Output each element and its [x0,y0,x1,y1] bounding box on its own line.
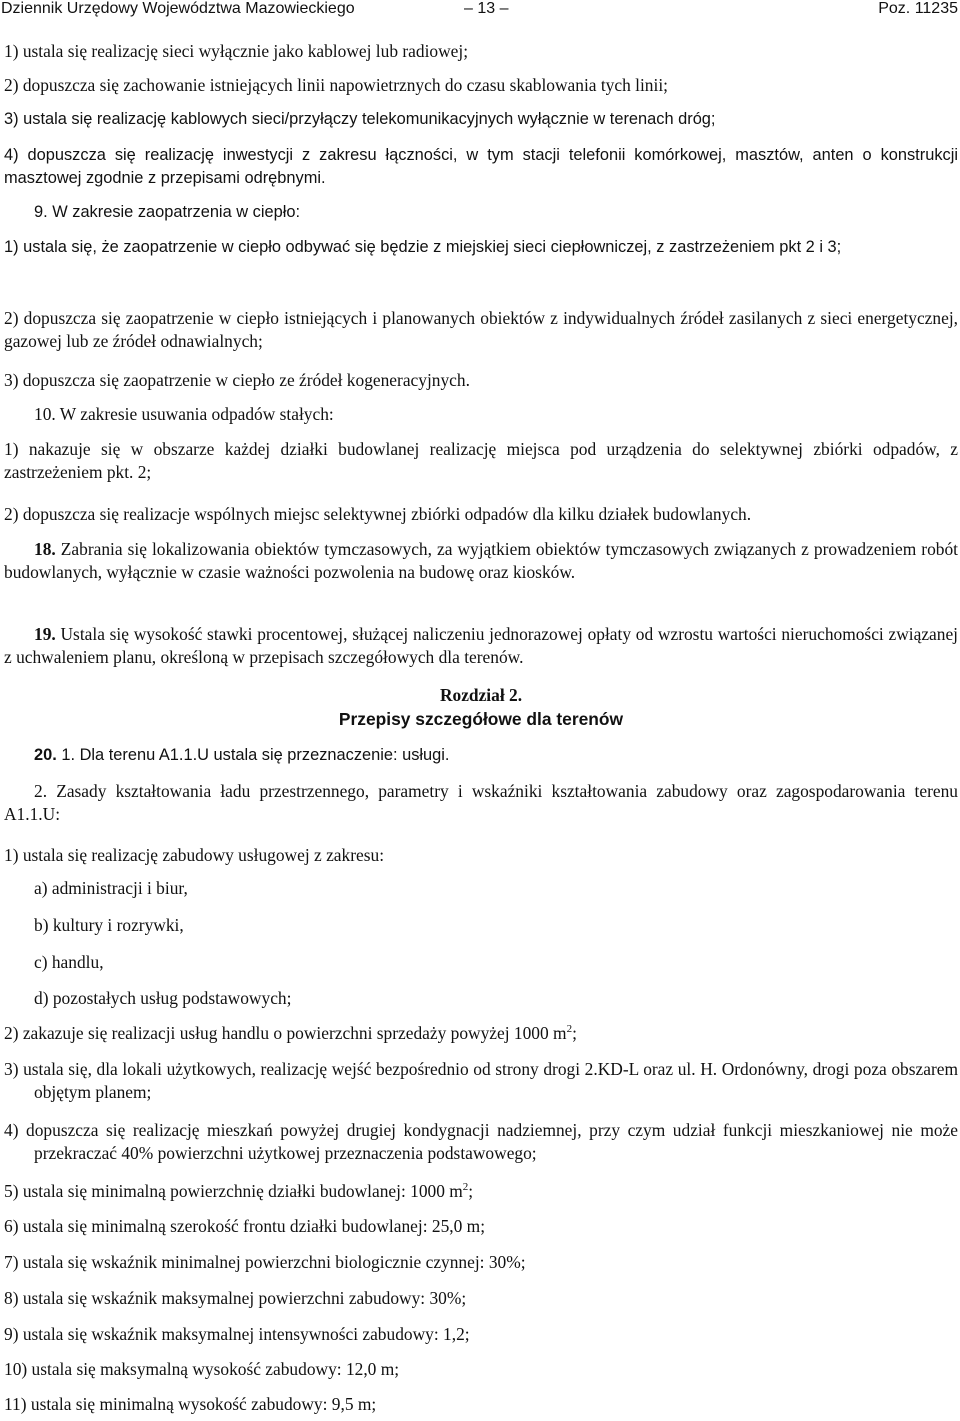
paragraph-text: Zabrania się lokalizowania obiektów tymczasowych, za wyjątkiem obiektów tymczasowych związanych z prowadzeniem robót budowlanych, wyłącznie w czasie ważności pozwolenia na budowę oraz kiosków. [4,539,958,582]
journal-title: Dziennik Urzędowy Województwa Mazowieckiego [1,0,355,17]
list-item-text: 5) ustala się minimalną powierzchnię działki budowlanej: 1000 m [4,1181,463,1201]
position-number: Poz. 11235 [878,0,958,17]
paragraph-text: 1. Dla terenu A1.1.U ustala się przeznaczenie: usługi. [56,746,450,764]
paragraph: 2. Zasady kształtowania ładu przestrzennego, parametry i wskaźniki kształtowania zabudowy oraz zagospodarowania terenu A1.1.U: [4,781,958,824]
paragraph-19 [4,623,958,669]
list-item [4,1180,958,1203]
list-item: 4) dopuszcza się realizację mieszkań powyżej drugiej kondygnacji nadziemnej, przy czym udział funkcji mieszkaniowej nie może przekraczać 40% powierzchni użytkowej przeznaczenia podstawowego; [4,1120,958,1163]
list-item: 8) ustala się wskaźnik maksymalnej powierzchni zabudowy: 30%; [4,1288,467,1308]
paragraph: 2) dopuszcza się realizacje wspólnych miejsc selektywnej zbiórki odpadów dla kilku działek budowlanych. [4,504,752,524]
chapter-number: Rozdział 2. [439,685,523,705]
paragraph: 1) nakazuje się w obszarze każdej działki budowlanej realizację miejsca pod urządzenia do selektywnej zbiórki odpadów, z zastrzeżeniem pkt. 2; [4,439,958,482]
paragraph-18 [4,538,958,584]
list-item: 7) ustala się wskaźnik minimalnej powierzchni biologicznie czynnej: 30%; [4,1252,526,1272]
list-item: 10) ustala się maksymalną wysokość zabudowy: 12,0 m; [4,1359,400,1379]
paragraph: 2) dopuszcza się zaopatrzenie w ciepło istniejących i planowanych obiektów z indywidualnych źródeł zasilanych z sieci energetycznej, gazowej lub ze źródeł odnawialnych; [4,308,958,351]
superscript: 2 [462,1181,469,1194]
paragraph: 3) ustala się realizację kablowych sieci/przyłączy telekomunikacyjnych wyłącznie w terenach dróg; [4,110,716,128]
list-item-end: ; [468,1181,474,1201]
page-header [1,0,958,22]
paragraph: 1) ustala się, że zaopatrzenie w ciepło odbywać się będzie z miejskiej sieci ciepłowniczej, z zastrzeżeniem pkt 2 i 3; [4,238,842,256]
list-item: c) handlu, [34,952,104,972]
paragraph-number: 19. [34,624,56,644]
page-number: – 13 – [464,0,509,17]
paragraph: 3) dopuszcza się zaopatrzenie w ciepło ze źródeł kogeneracyjnych. [4,370,470,390]
chapter-title: Przepisy szczegółowe dla terenów [338,709,624,729]
paragraph-20 [4,744,958,767]
paragraph: 1) ustala się realizację sieci wyłącznie jako kablowej lub radiowej; [4,41,469,61]
list-item: 1) ustala się realizację zabudowy usługowej z zakresu: [4,845,385,865]
section-heading: 10. W zakresie usuwania odpadów stałych: [34,404,334,424]
paragraph-number: 20. [34,746,57,764]
list-item-end: ; [572,1023,577,1043]
list-item: a) administracji i biur, [34,878,188,898]
list-item-text: 2) zakazuje się realizacji usług handlu o powierzchni sprzedaży powyżej 1000 m [4,1023,567,1043]
superscript: 2 [566,1023,573,1036]
list-item: b) kultury i rozrywki, [34,915,184,935]
list-item [4,1022,958,1045]
list-item: 3) ustala się, dla lokali użytkowych, realizację wejść bezpośrednio od strony drogi 2.KD-L oraz ul. H. Ordonówny, drogi poza obszarem objętym planem; [4,1059,958,1102]
paragraph: 4) dopuszcza się realizację inwestycji z zakresu łączności, w tym stacji telefonii komórkowej, masztów, anten o konstrukcji masztowej zgodnie z przepisami odrębnymi. [4,146,958,187]
list-item: d) pozostałych usług podstawowych; [34,988,292,1008]
paragraph-number: 18. [34,539,56,559]
paragraph-text: Ustala się wysokość stawki procentowej, służącej naliczeniu jednorazowej opłaty od wzrostu wartości nieruchomości związanej z uchwaleniem planu, określoną w przepisach szczegółowych dla terenów. [4,624,958,667]
list-item: 6) ustala się minimalną szerokość frontu działki budowlanej: 25,0 m; [4,1216,486,1236]
paragraph: 2) dopuszcza się zachowanie istniejących linii napowietrznych do czasu skablowania tych linii; [4,75,668,95]
list-item: 11) ustala się minimalną wysokość zabudowy: 9,5 m; [4,1394,377,1414]
section-heading: 9. W zakresie zaopatrzenia w ciepło: [34,203,301,221]
list-item: 9) ustala się wskaźnik maksymalnej intensywności zabudowy: 1,2; [4,1324,470,1344]
